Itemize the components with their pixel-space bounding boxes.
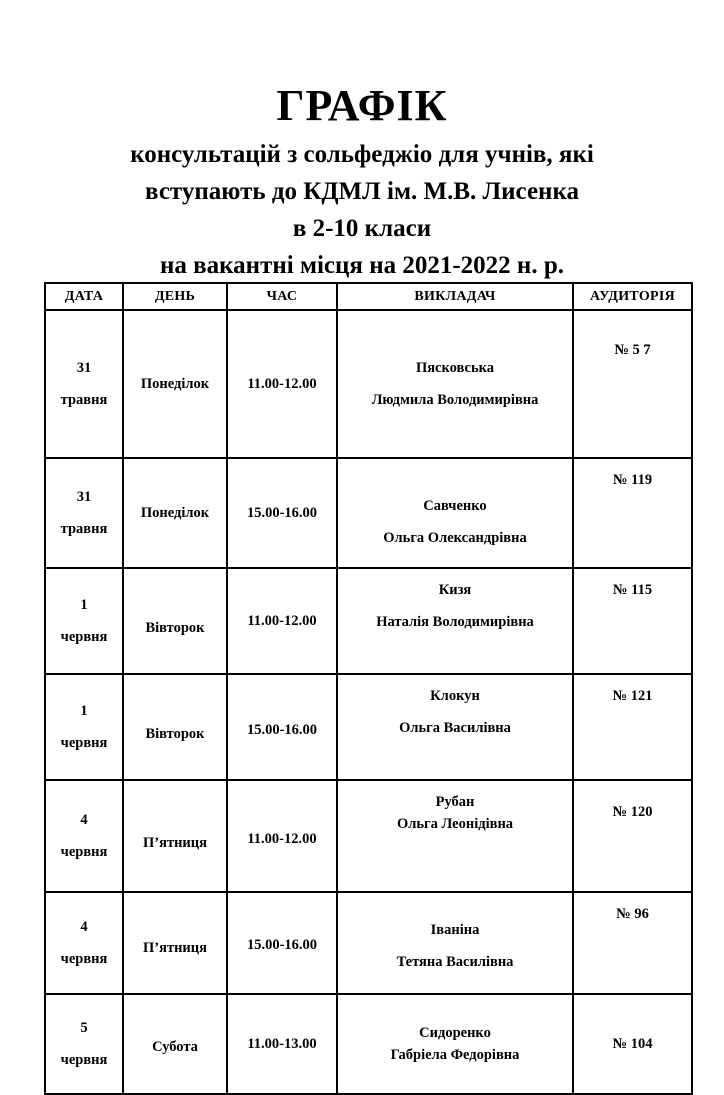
teacher-name: Ольга Леонідівна [396,816,514,832]
date-month: травня [60,521,108,537]
teacher-cell [337,892,573,994]
date-cell [45,310,123,458]
teacher-cell [337,674,573,780]
room-cell: № 115 [573,568,692,674]
teacher-name: Ольга Олександрівна [383,530,527,546]
teacher-name: Габріела Федорівна [390,1047,520,1063]
document-subtitle [0,136,724,284]
table-row [45,780,692,892]
weekday-cell: Понеділок [123,458,227,568]
teacher-name: Ольга Василівна [399,720,511,736]
date-cell [45,458,123,568]
teacher-surname: Рубан [435,794,475,810]
time-cell: 15.00-16.00 [227,674,337,780]
weekday-cell: П’ятниця [123,892,227,994]
subtitle-line: в 2-10 класи [292,215,432,242]
date-day: 1 [80,703,88,719]
document-title: ГРАФІК [276,81,448,130]
header-time: ЧАС [227,283,337,310]
date-month: червня [60,629,108,645]
teacher-name: Тетяна Василівна [396,954,514,970]
table-row [45,310,692,458]
teacher-surname: Пясковська [415,360,495,376]
subtitle-line: вступають до КДМЛ ім. М.В. Лисенка [145,178,579,205]
date-month: травня [60,392,108,408]
time-cell: 11.00-12.00 [227,568,337,674]
teacher-surname: Іваніна [430,922,480,938]
teacher-surname: Сидоренко [419,1025,491,1041]
time-cell: 15.00-16.00 [227,892,337,994]
teacher-cell [337,780,573,892]
header-day: ДЕНЬ [123,283,227,310]
teacher-surname: Савченко [423,498,487,514]
table-row [45,568,692,674]
date-cell [45,674,123,780]
header-teacher: ВИКЛАДАЧ [337,283,573,310]
teacher-cell [337,994,573,1094]
weekday-cell: Понеділок [123,310,227,458]
weekday-cell: П’ятниця [123,780,227,892]
time-cell: 11.00-12.00 [227,780,337,892]
teacher-name: Людмила Володимирівна [371,392,539,408]
teacher-cell [337,458,573,568]
teacher-cell [337,568,573,674]
date-cell [45,780,123,892]
room-cell: № 119 [573,458,692,568]
time-cell: 11.00-13.00 [227,994,337,1094]
weekday-cell: Субота [123,994,227,1094]
time-cell: 11.00-12.00 [227,310,337,458]
time-cell: 15.00-16.00 [227,458,337,568]
date-month: червня [60,1052,108,1068]
weekday-cell: Вівторок [123,674,227,780]
table-row [45,994,692,1094]
date-day: 5 [80,1020,88,1036]
header-room: АУДИТОРІЯ [573,283,692,310]
teacher-cell [337,310,573,458]
table-row [45,892,692,994]
date-day: 31 [76,489,92,505]
date-day: 31 [76,360,92,376]
room-cell: № 121 [573,674,692,780]
table-row [45,458,692,568]
date-cell [45,892,123,994]
subtitle-line: на вакантні місця на 2021-2022 н. р. [159,252,564,279]
teacher-name: Наталія Володимирівна [376,614,534,630]
teacher-surname: Кизя [438,582,472,598]
header-date: ДАТА [45,283,123,310]
subtitle-line: консультацій з сольфеджіо для учнів, які [130,141,594,168]
date-month: червня [60,844,108,860]
date-month: червня [60,735,108,751]
date-day: 4 [80,919,88,935]
date-day: 4 [80,812,88,828]
room-cell: № 5 7 [573,310,692,458]
weekday-cell: Вівторок [123,568,227,674]
room-cell: № 96 [573,892,692,994]
table-row [45,674,692,780]
date-cell [45,568,123,674]
teacher-surname: Клокун [430,688,480,704]
table-header-row [45,283,692,310]
date-cell [45,994,123,1094]
date-day: 1 [80,597,88,613]
schedule-table [44,282,693,1095]
room-cell: № 120 [573,780,692,892]
date-month: червня [60,951,108,967]
room-cell: № 104 [573,994,692,1094]
